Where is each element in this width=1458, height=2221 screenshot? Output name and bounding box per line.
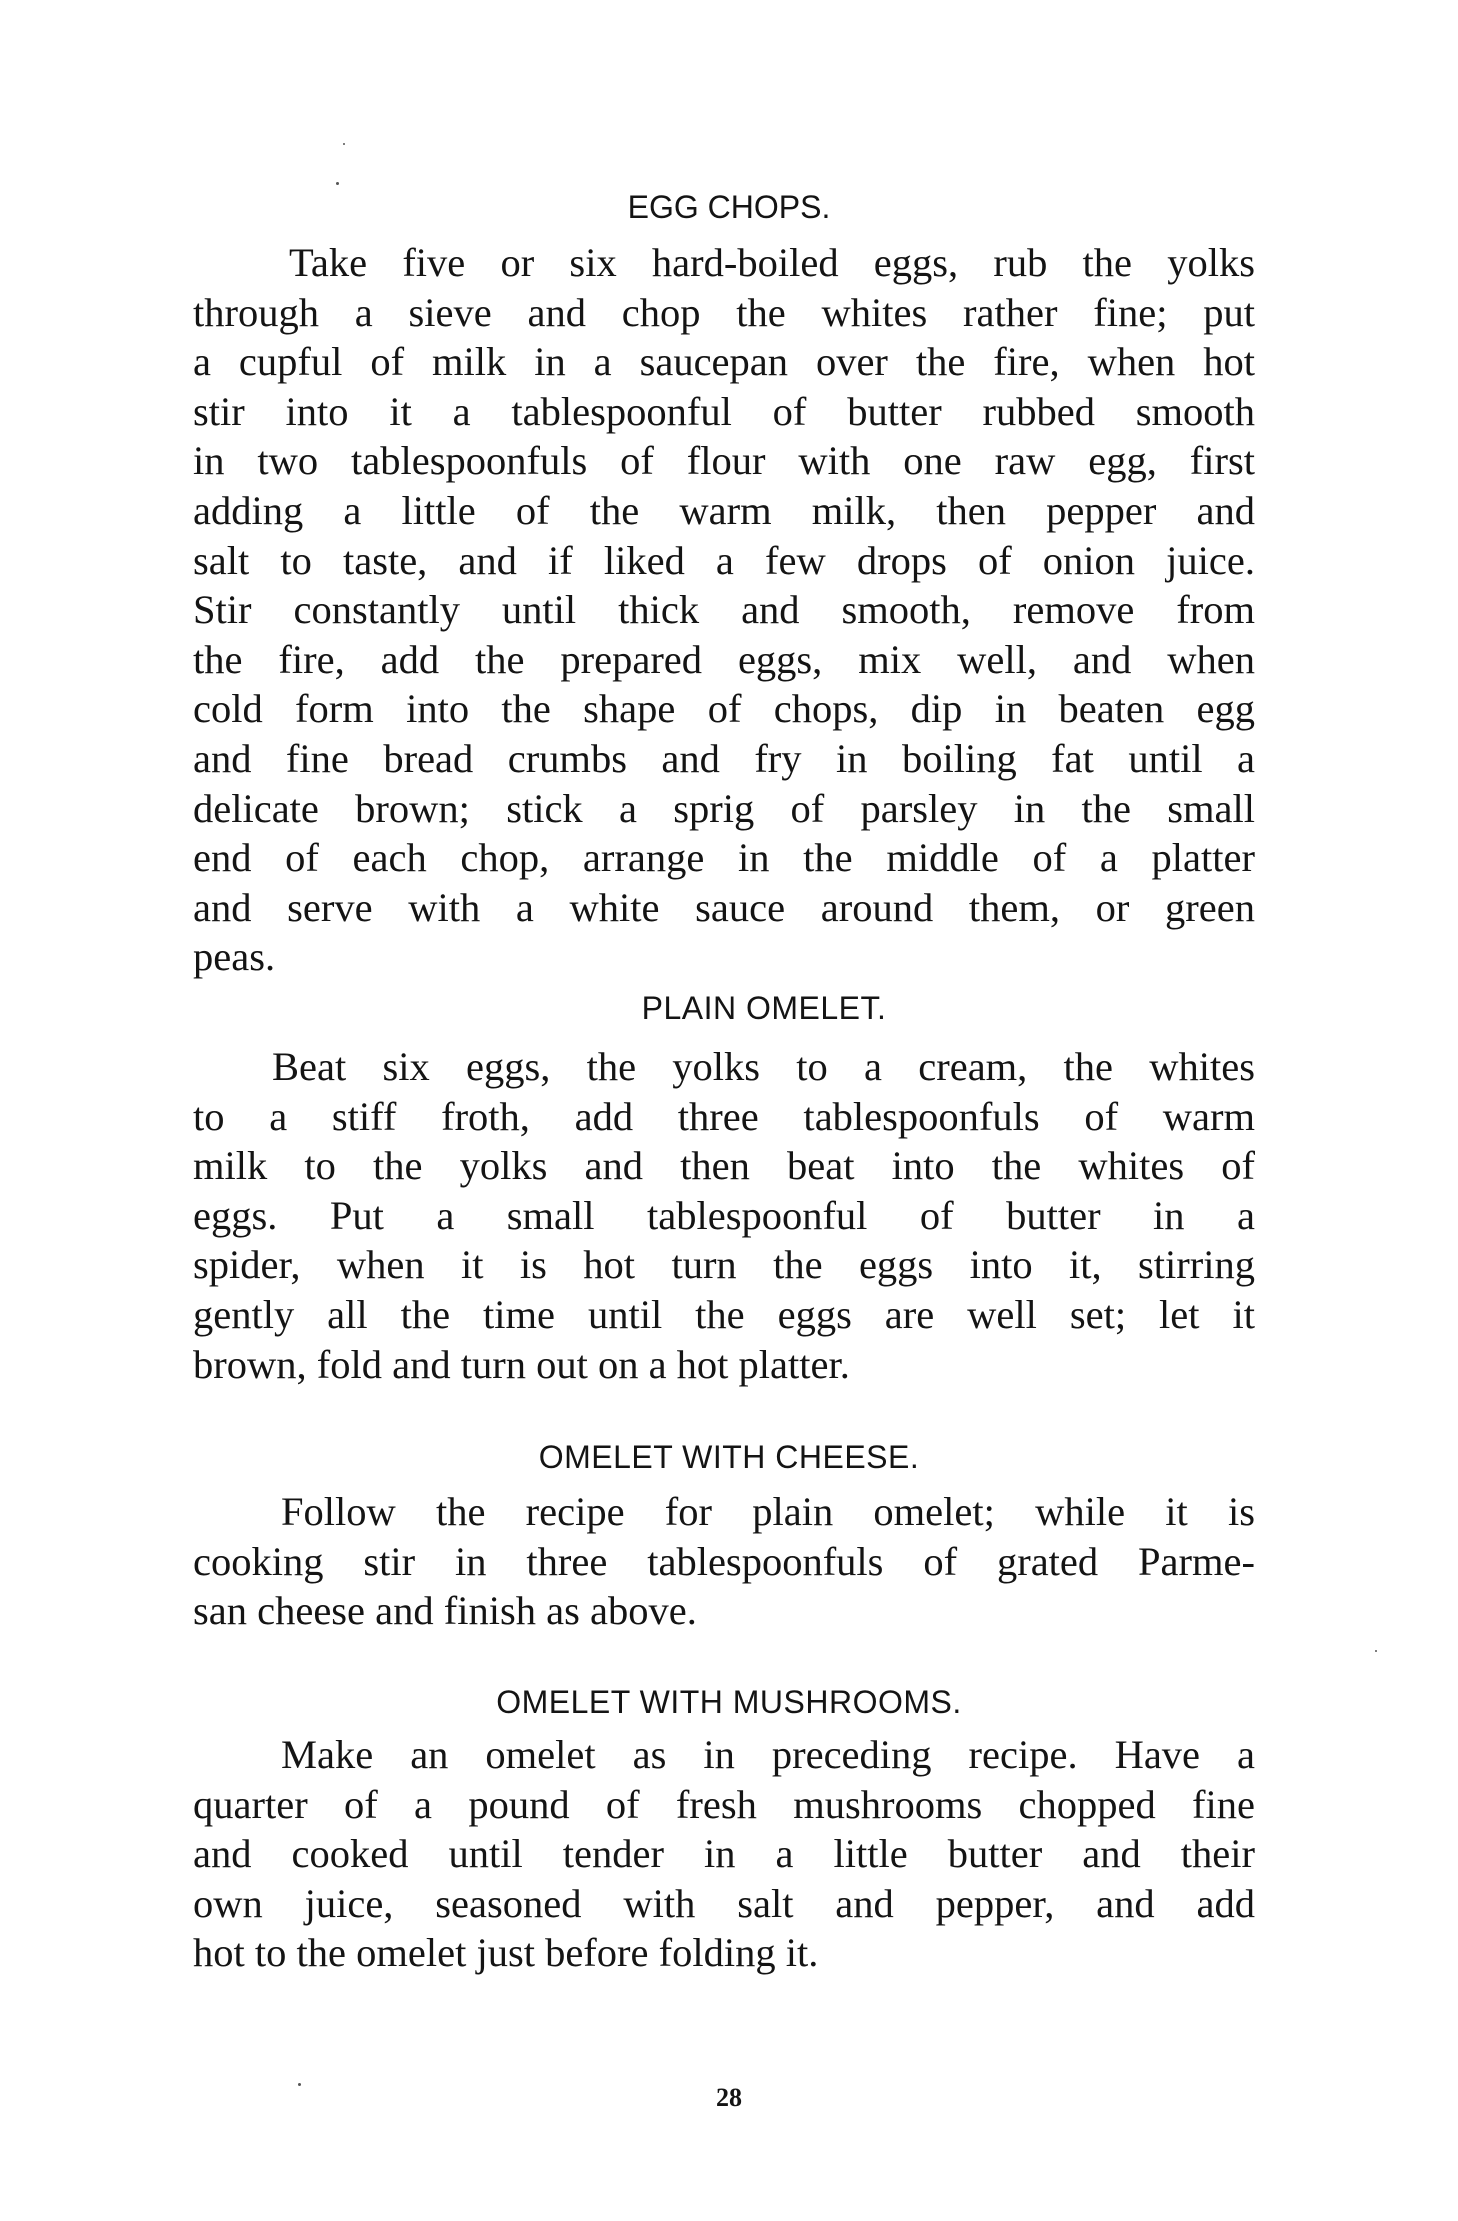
text-line: brown, fold and turn out on a hot platter.	[193, 1341, 850, 1387]
scan-speck	[343, 143, 345, 145]
section-body-plain-omelet	[193, 1042, 1255, 1389]
text-line: in two tablespoonfuls of flour with one raw egg, first	[193, 438, 1255, 484]
text-line: and serve with a white sauce around them, or green	[193, 884, 1255, 930]
text-line: end of each chop, arrange in the middle of a platter	[193, 835, 1255, 881]
text-line: salt to taste, and if liked a few drops of onion juice.	[193, 537, 1255, 583]
scan-speck	[336, 182, 339, 185]
text-line: through a sieve and chop the whites rather fine; put	[193, 289, 1255, 335]
text-line: to a stiff froth, add three tablespoonfuls of warm	[193, 1093, 1255, 1139]
text-line: hot to the omelet just before folding it.	[193, 1930, 819, 1976]
text-line: and fine bread crumbs and fry in boiling fat until a	[193, 735, 1255, 781]
scan-speck	[1375, 1650, 1377, 1652]
page-number: 28	[716, 2083, 742, 2112]
text-line: spider, when it is hot turn the eggs into it, stirring	[193, 1242, 1255, 1288]
section-body-omelet-with-mushrooms	[193, 1730, 1255, 1978]
text-line: cold form into the shape of chops, dip in beaten egg	[193, 686, 1255, 732]
scan-speck	[298, 2083, 301, 2086]
section-heading-plain-omelet: PLAIN OMELET.	[641, 990, 887, 1026]
text-line: Follow the recipe for plain omelet; while it is	[281, 1489, 1255, 1534]
text-line: Make an omelet as in preceding recipe. Have a	[281, 1732, 1255, 1777]
text-line: and cooked until tender in a little butter and their	[193, 1831, 1255, 1877]
text-line: a cupful of milk in a saucepan over the fire, when hot	[193, 339, 1255, 385]
text-line: milk to the yolks and then beat into the whites of	[193, 1143, 1255, 1189]
text-line: gently all the time until the eggs are well set; let it	[193, 1291, 1255, 1337]
text-line: Beat six eggs, the yolks to a cream, the whites	[272, 1044, 1255, 1089]
section-heading-omelet-with-cheese: OMELET WITH CHEESE.	[538, 1439, 920, 1475]
text-line: san cheese and finish as above.	[193, 1588, 697, 1634]
text-line: cooking stir in three tablespoonfuls of grated Parme-	[193, 1538, 1255, 1584]
section-body-egg-chops	[193, 238, 1255, 982]
text-line: adding a little of the warm milk, then pepper and	[193, 487, 1255, 533]
section-body-omelet-with-cheese	[193, 1487, 1255, 1636]
section-heading-omelet-with-mushrooms: OMELET WITH MUSHROOMS.	[496, 1684, 962, 1720]
text-line: Take five or six hard-boiled eggs, rub the yolks	[289, 240, 1255, 285]
text-line: eggs. Put a small tablespoonful of butter in a	[193, 1192, 1255, 1238]
text-line: Stir constantly until thick and smooth, remove from	[193, 587, 1255, 633]
text-line: own juice, seasoned with salt and pepper, and add	[193, 1880, 1255, 1926]
section-heading-egg-chops: EGG CHOPS.	[627, 189, 831, 225]
text-line: stir into it a tablespoonful of butter rubbed smooth	[193, 388, 1255, 434]
text-line: peas.	[193, 934, 276, 980]
text-line: quarter of a pound of fresh mushrooms chopped fine	[193, 1781, 1255, 1827]
text-line: delicate brown; stick a sprig of parsley in the small	[193, 785, 1255, 831]
text-line: the fire, add the prepared eggs, mix well, and when	[193, 636, 1255, 682]
